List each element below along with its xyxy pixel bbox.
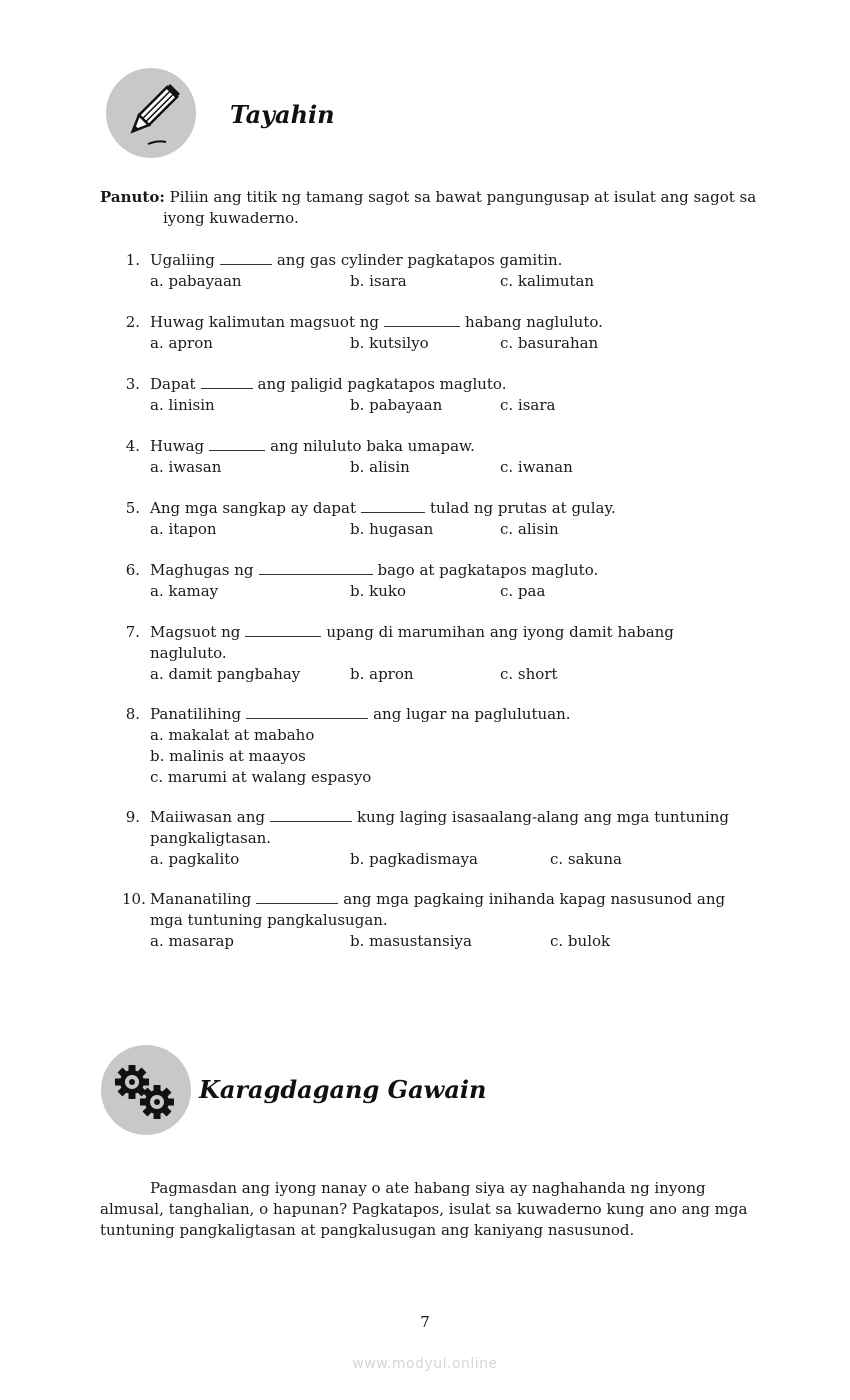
question-text [150, 312, 603, 333]
question-number: 10. [122, 890, 146, 908]
question-text [150, 560, 598, 581]
question-text-after-blank: ang niluluto baka umapaw. [270, 437, 475, 455]
question-number: 1. [125, 251, 140, 269]
answer-blank [245, 622, 321, 637]
question-number: 2. [125, 313, 140, 331]
question-text-continued: mga tuntuning pangkalusugan. [150, 911, 388, 929]
choice-a: a. iwasan [150, 458, 222, 476]
question-text-after-blank: ang lugar na paglulutuan. [373, 705, 571, 723]
choice-b: b. hugasan [350, 520, 434, 538]
choice-c: c. kalimutan [500, 272, 595, 290]
question-text-before-blank: Maghugas ng [150, 561, 254, 579]
question-text-after-blank: ang gas cylinder pagkatapos gamitin. [276, 251, 563, 269]
question-text-before-blank: Ang mga sangkap ay dapat [150, 499, 357, 517]
choice-b: b. kutsilyo [350, 334, 429, 352]
karagdagan-icon-circle [101, 1045, 191, 1135]
question-number: 3. [125, 375, 140, 393]
answer-blank [361, 498, 425, 513]
karagdagan-line1: Pagmasdan ang iyong nanay o ate habang siya ay naghahanda ng inyong [150, 1179, 706, 1197]
question-text [150, 622, 674, 643]
choice-b: b. pagkadismaya [350, 850, 478, 868]
choice-b: b. pabayaan [350, 396, 443, 414]
answer-blank [246, 704, 368, 719]
choice-a: a. damit pangbahay [150, 665, 301, 683]
question-number: 4. [125, 437, 140, 455]
answer-blank [201, 374, 253, 389]
question-number: 6. [125, 561, 140, 579]
choice-c: c. isara [500, 396, 556, 414]
choice-b: b. alisin [350, 458, 410, 476]
answer-blank [259, 560, 373, 575]
question-text-before-blank: Mananatiling [150, 890, 252, 908]
choice-c: c. iwanan [500, 458, 573, 476]
karagdagan-title: Karagdagang Gawain [199, 1075, 487, 1104]
answer-blank [209, 436, 265, 451]
question-text [150, 807, 729, 828]
choice-a: a. pagkalito [150, 850, 240, 868]
choice-b: b. masustansiya [350, 932, 472, 950]
instructions [100, 187, 756, 208]
question-number: 8. [125, 705, 140, 723]
choice-a: a. linisin [150, 396, 215, 414]
answer-blank [220, 250, 272, 265]
choice-b: b. malinis at maayos [150, 747, 306, 765]
question-text [150, 250, 562, 271]
question-text-after-blank: tulad ng prutas at gulay. [430, 499, 616, 517]
instructions-label: Panuto: [100, 188, 165, 206]
choice-c: c. basurahan [500, 334, 599, 352]
question-text-after-blank: ang paligid pagkatapos magluto. [257, 375, 507, 393]
question-text-after-blank: kung laging isasaalang-alang ang mga tuntuning [356, 808, 729, 826]
choice-a: a. makalat at mabaho [150, 726, 315, 744]
question-text-before-blank: Ugaliing [150, 251, 215, 269]
question-text-after-blank: ang mga pagkaing inihanda kapag nasusunod ang [343, 890, 726, 908]
question-text [150, 374, 506, 395]
question-text-after-blank: upang di marumihan ang iyong damit habang [326, 623, 674, 641]
choice-a: a. pabayaan [150, 272, 242, 290]
choice-c: c. short [500, 665, 558, 683]
question-text-before-blank: Dapat [150, 375, 196, 393]
page-number: 7 [420, 1313, 430, 1331]
answer-blank [256, 889, 338, 904]
answer-blank [270, 807, 352, 822]
question-number: 9. [125, 808, 140, 826]
question-text [150, 498, 616, 519]
gears-icon [101, 1045, 191, 1135]
question-text [150, 436, 475, 457]
karagdagan-line2: almusal, tanghalian, o hapunan? Pagkatapos, isulat sa kuwaderno kung ano ang mga [100, 1200, 748, 1218]
tayahin-title: Tayahin [230, 100, 335, 129]
choice-c: c. sakuna [550, 850, 622, 868]
question-text-before-blank: Huwag [150, 437, 205, 455]
choice-a: a. apron [150, 334, 213, 352]
question-number: 5. [125, 499, 140, 517]
question-text [150, 889, 725, 910]
choice-b: b. isara [350, 272, 407, 290]
choice-c: c. marumi at walang espasyo [150, 768, 372, 786]
instructions-line2: iyong kuwaderno. [163, 209, 299, 227]
answer-blank [384, 312, 460, 327]
instructions-line1: Piliin ang titik ng tamang sagot sa bawat pangungusap at isulat ang sagot sa [169, 188, 757, 206]
choice-c: c. paa [500, 582, 546, 600]
question-text-before-blank: Magsuot ng [150, 623, 241, 641]
pencil-icon [106, 68, 196, 158]
choice-c: c. bulok [550, 932, 611, 950]
choice-a: a. kamay [150, 582, 219, 600]
choice-a: a. masarap [150, 932, 235, 950]
question-text-before-blank: Panatilihing [150, 705, 242, 723]
question-text [150, 704, 571, 725]
question-text-continued: pangkaligtasan. [150, 829, 272, 847]
question-number: 7. [125, 623, 140, 641]
question-text-after-blank: bago at pagkatapos magluto. [377, 561, 599, 579]
choice-a: a. itapon [150, 520, 217, 538]
tayahin-icon-circle [106, 68, 196, 158]
choice-b: b. kuko [350, 582, 407, 600]
question-text-continued: nagluluto. [150, 644, 227, 662]
karagdagan-line3: tuntuning pangkaligtasan at pangkalusugan ang kaniyang nasusunod. [100, 1221, 635, 1239]
watermark: www.modyul.online [352, 1356, 498, 1372]
choice-b: b. apron [350, 665, 414, 683]
choice-c: c. alisin [500, 520, 559, 538]
question-text-before-blank: Maiiwasan ang [150, 808, 265, 826]
question-text-before-blank: Huwag kalimutan magsuot ng [150, 313, 380, 331]
question-text-after-blank: habang nagluluto. [465, 313, 603, 331]
